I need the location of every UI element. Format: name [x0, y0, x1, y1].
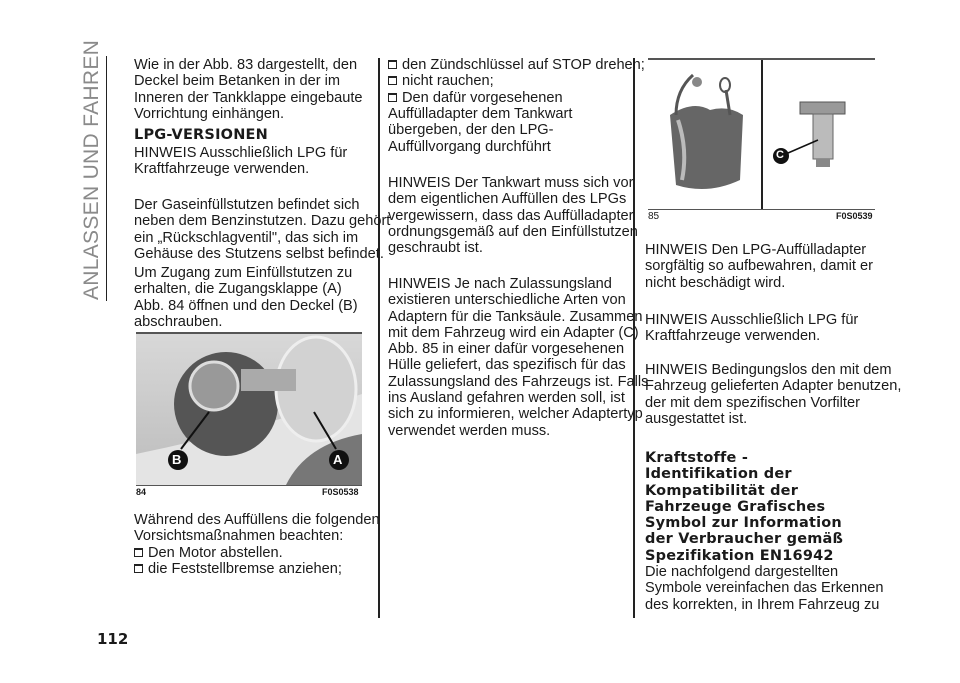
section-heading: [645, 450, 843, 564]
text-line: Vorrichtung einhängen.: [134, 105, 285, 122]
fuel-flap-illustration: [136, 334, 362, 485]
text-line: ordnungsgemäß auf den Einfüllstutzen: [388, 223, 638, 240]
paragraph: [645, 564, 884, 613]
text-line: dem eigentlichen Auffüllen des LPGs: [388, 191, 627, 208]
paragraph: [134, 265, 358, 330]
figure-84-fuel-flap: [136, 332, 362, 486]
figure-code: F0S0538: [322, 487, 359, 497]
text-line: existieren unterschiedliche Arten von: [388, 292, 626, 309]
text-line: Fahrzeuge Grafisches: [645, 498, 826, 515]
text-line: sorgfältig so aufbewahren, damit er: [645, 258, 873, 275]
text-line: HINWEIS Ausschließlich LPG für: [134, 145, 348, 161]
text-line: HINWEIS Je nach Zulassungsland: [388, 276, 612, 292]
text-line: Um Zugang zum Einfüllstutzen zu: [134, 265, 353, 281]
text-line: Abb. 84 öffnen und den Deckel (B): [134, 297, 358, 314]
text-line: Kraftstoffe -: [645, 450, 749, 466]
text-line: HINWEIS Ausschließlich LPG für: [645, 312, 859, 328]
text-line: Gehäuse des Stutzens selbst befindet.: [134, 245, 384, 262]
paragraph: [645, 362, 901, 427]
text-line: Wie in der Abb. 83 dargestellt, den: [134, 57, 358, 73]
section-divider: [106, 56, 107, 301]
paragraph: [134, 197, 390, 262]
figure-number: 84: [136, 487, 147, 497]
paragraph: [134, 145, 347, 178]
bullet-list: [134, 545, 342, 578]
text-line: ein „Rückschlagventil", das sich im: [134, 229, 359, 246]
bullet-item: Den dafür vorgesehenen: [388, 90, 645, 106]
text-line: übergeben, der den LPG-: [388, 122, 554, 139]
text-line: Kompatibilität der: [645, 482, 799, 499]
text-line: Während des Auffüllens die folgenden: [134, 512, 380, 528]
text-line: abschrauben.: [134, 313, 223, 330]
text-line: Die nachfolgend dargestellten: [645, 564, 839, 580]
text-line: Symbole vereinfachen das Erkennen: [645, 580, 884, 597]
text-line: Auffülladapter dem Tankwart: [388, 106, 573, 122]
text-line: geschraubt ist.: [388, 240, 483, 257]
paragraph: [134, 57, 363, 122]
bullet-item: Den Motor abstellen.: [134, 545, 342, 561]
text-line: HINWEIS Der Tankwart muss sich vor: [388, 175, 634, 191]
text-line: Identifikation der: [645, 466, 792, 483]
callout-b: B: [172, 452, 182, 467]
text-line: Vorsichtsmaßnahmen beachten:: [134, 528, 344, 545]
paragraph: [645, 242, 873, 291]
text-line: sich zu informieren, welcher Adaptertyp: [388, 406, 643, 423]
bullet-item: nicht rauchen;: [388, 73, 645, 89]
text-line: nicht beschädigt wird.: [645, 274, 786, 291]
paragraph: [645, 312, 858, 345]
bullet-list: [388, 57, 645, 106]
text-line: HINWEIS Den LPG-Auffülladapter: [645, 242, 867, 258]
text-line: Adaptern für die Tanksäule. Zusammen: [388, 308, 643, 325]
paragraph: [134, 512, 380, 545]
bullet-item: den Zündschlüssel auf STOP drehen;: [388, 57, 645, 73]
text-line: Kraftfahrzeuge verwenden.: [134, 161, 310, 178]
callout-c: C: [776, 149, 784, 161]
text-line: der mit dem spezifischen Vorfilter: [645, 394, 860, 411]
text-line: neben dem Benzinstutzen. Dazu gehört: [134, 213, 391, 230]
figure-85-adapters: [648, 58, 875, 210]
text-line: Zulassungsland des Fahrzeugs ist. Falls: [388, 373, 649, 390]
text-line: Symbol zur Information: [645, 515, 842, 532]
text-line: Kraftfahrzeuge verwenden.: [645, 328, 821, 345]
text-line: Inneren der Tankklappe eingebaute: [134, 89, 363, 106]
page-number: 112: [97, 630, 129, 648]
text-line: Abb. 85 in einer dafür vorgesehenen: [388, 341, 625, 358]
paragraph: [388, 276, 648, 439]
text-line: Hülle geliefert, das spezifisch für das: [388, 357, 626, 374]
section-heading: LPG-VERSIONEN: [134, 127, 268, 143]
text-line: mit dem Fahrzeug wird ein Adapter (C): [388, 324, 639, 341]
figure-code: F0S0539: [836, 211, 873, 221]
paragraph: [388, 175, 638, 256]
text-line: der Verbraucher gemäß: [645, 531, 844, 548]
text-line: Auffüllvorgang durchführt: [388, 138, 551, 155]
text-line: ausgestattet ist.: [645, 410, 748, 427]
text-line: erhalten, die Zugangsklappe (A): [134, 281, 342, 298]
text-line: ins Ausland gefahren werden soll, ist: [388, 390, 625, 407]
figure-divider: [761, 60, 763, 209]
text-line: Deckel beim Betanken in der im: [134, 73, 341, 90]
text-line: vergewissern, dass das Auffülladapter: [388, 207, 634, 224]
text-line: Der Gaseinfüllstutzen befindet sich: [134, 197, 360, 213]
text-line: verwendet werden muss.: [388, 422, 551, 439]
text-line: des korrekten, in Ihrem Fahrzeug zu: [645, 596, 880, 613]
paragraph: [388, 106, 572, 155]
text-line: Fahrzeug gelieferten Adapter benutzen,: [645, 378, 902, 395]
callout-a: A: [333, 452, 343, 467]
section-title: ANLASSEN UND FAHREN: [80, 39, 103, 300]
text-line: Spezifikation EN16942: [645, 547, 834, 564]
figure-number: 85: [648, 211, 660, 222]
text-line: HINWEIS Bedingungslos den mit dem: [645, 362, 892, 378]
bullet-item: die Feststellbremse anziehen;: [134, 561, 342, 577]
